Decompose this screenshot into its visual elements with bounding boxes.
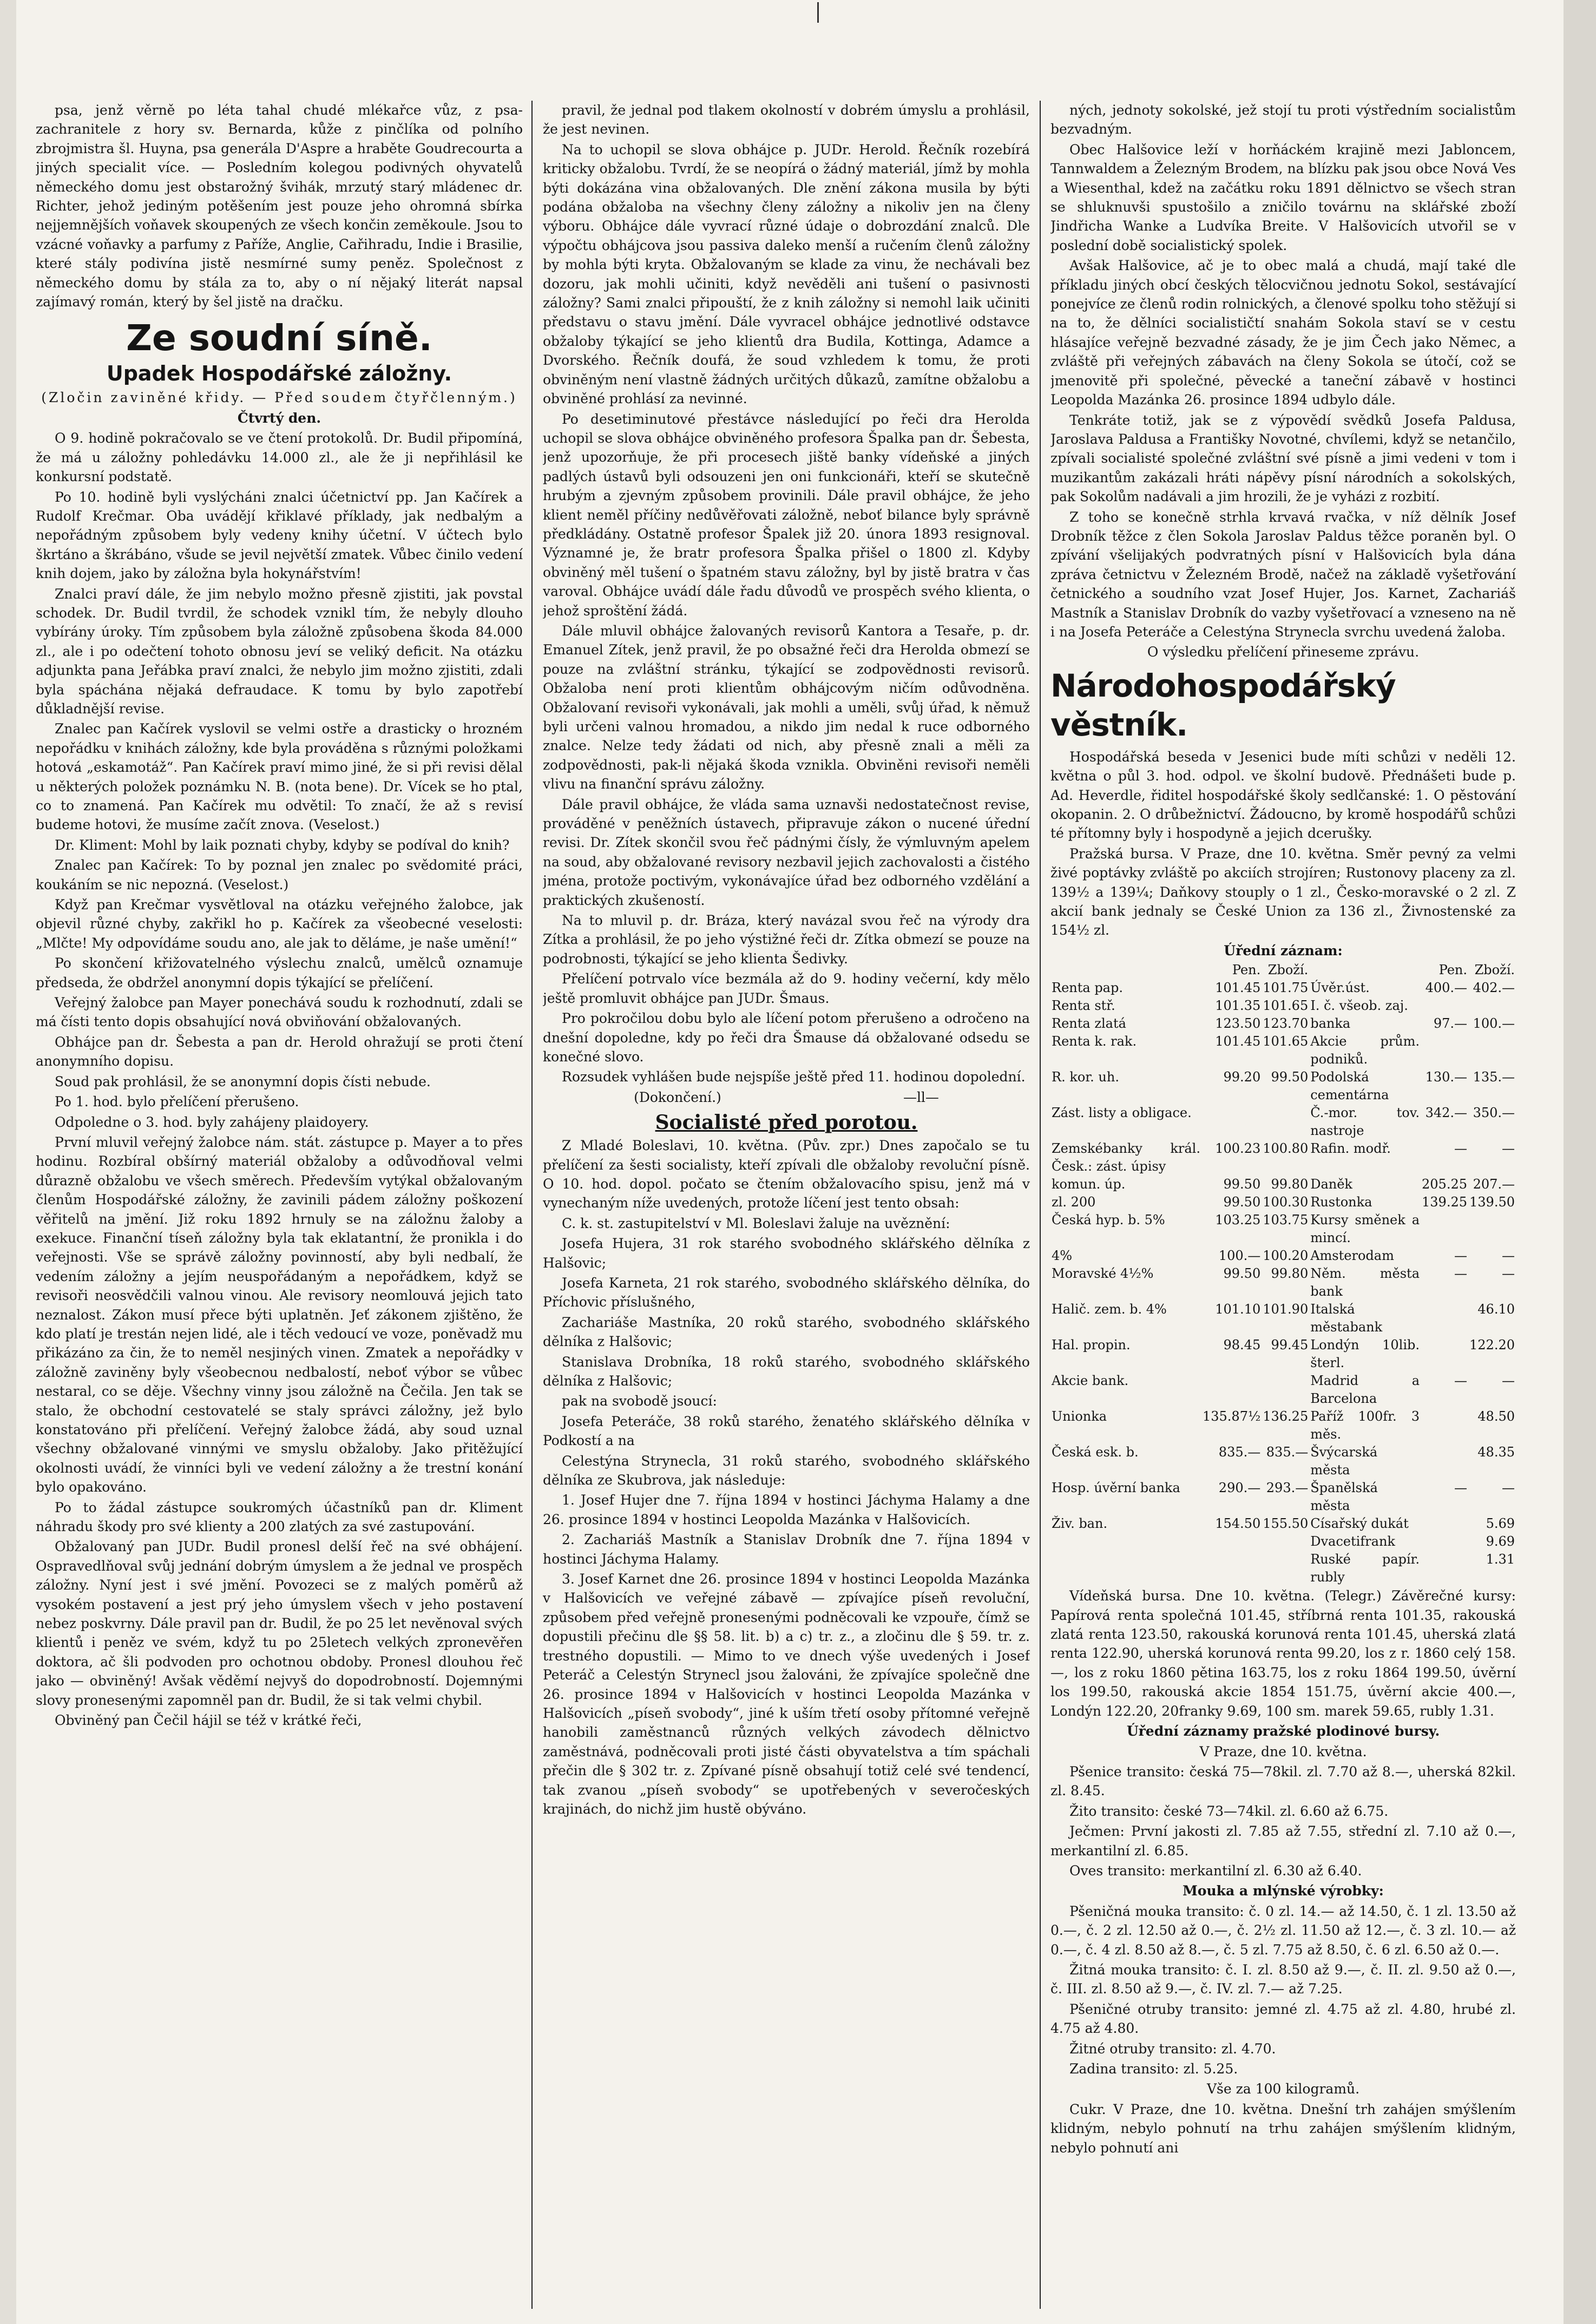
table-cell: [1468, 997, 1516, 1015]
table-cell: 46.10: [1477, 1302, 1515, 1317]
table-cell: 402.—: [1473, 980, 1515, 996]
table-cell: —: [1454, 1266, 1467, 1282]
table-cell: 205.25: [1422, 1177, 1467, 1192]
table-header-cell: [1309, 961, 1421, 979]
table-cell: [1201, 1372, 1262, 1408]
price-line: Ječmen: První jakosti zl. 7.85 až 7.55, střední zl. 7.10 až 0.—, merkantilní zl. 6.85.: [1050, 1823, 1516, 1859]
table-cell: 100.30: [1263, 1194, 1309, 1210]
table-cell: —: [1454, 1248, 1467, 1264]
table-cell: 48.35: [1477, 1445, 1515, 1460]
table-row: [1050, 1176, 1516, 1193]
table-cell: Paříž 100fr. 3 měs.: [1310, 1409, 1420, 1442]
table-cell: [1201, 1104, 1262, 1140]
table-row: [1050, 1301, 1516, 1336]
paragraph: Avšak Halšovice, ač je to obec malá a chudá, mají také dle příkladu jiných obcí českých tělocvičnou jednotu Sokol, sestávající ponejvíce ze členů rodin rolnických, a členové spolku toho stěžují si na to, že dělníci socialističtí snahám Sokola staví se v cestu hlásajíce veřejně bezvadné zásady, že je jim Čech jako Němec, a zvláště při veřejných zábavách na členy Sokola se útočí, což se jmenovitě při společné, pěvecké a taneční zábavě v hostinci Leopolda Mazánka 26. prosince 1894 udbylo dále.: [1050, 258, 1516, 408]
table-row: [1050, 1443, 1516, 1479]
table-cell: 293.—: [1266, 1480, 1309, 1496]
price-line: Oves transito: merkantilní zl. 6.30 až 6.40.: [1069, 1862, 1362, 1879]
table-cell: —: [1502, 1266, 1515, 1282]
table-cell: 99.50: [1271, 1069, 1309, 1085]
table-row: [1050, 1033, 1516, 1068]
table-heading: Úřední záznam:: [1224, 942, 1343, 959]
section-title: Ze soudní síně.: [126, 317, 432, 359]
table-cell: 99.50: [1223, 1266, 1261, 1282]
table-cell: —: [1502, 1373, 1515, 1389]
paragraph: Odpoledne o 3. hod. byly zahájeny plaidoyery.: [55, 1114, 369, 1130]
list-item: 3. Josef Karnet dne 26. prosince 1894 v hostinci Leopolda Mazánka v Halšovicích ve veřejné zábavě — zpívajíce píseň revoluční, způsobem před veřejně pronesenými podněcovali ke vzpouře, čímž se dopustili přečinu dle §§ 58. lit. b) a c) tr. z., a zločinu dle § 59. tr. z. trestného dopustili. — Mimo to ve dnech výše uvedených i Josef Peteráč a Celestýn Strynecl jsou žalováni, že zpívajíce společně dne 26. prosince 1894 v Halšovicích v hostinci Leopolda Mazánka v Halšovicích „píseň svobody“, jiné k uším třetí osoby přítomné veřejně hanobili zaměstnanců různých velkých závodech dělnictvo zaměstnává, podněcovali proti jisté části obyvatelstva a tím spáchali přečin dle § 302 tr. z. Zpívané písně obsahují totiž celé své tendencí, tak zvanou „píseň svobody“ se upotřebených v severočeských krajinách, do nichž jim hustě obýváno.: [543, 1571, 1030, 1817]
table-cell: 103.25: [1215, 1212, 1261, 1228]
table-cell: 350.—: [1473, 1105, 1515, 1121]
table-header-row: [1050, 961, 1516, 979]
table-cell: [1421, 1336, 1468, 1372]
fold-mark: [817, 2, 819, 23]
paragraph: Dr. Kliment: Mohl by laik poznati chyby, kdyby se podíval do knih?: [55, 837, 510, 853]
table-row: [1050, 1193, 1516, 1211]
paragraph: Když pan Krečmar vysvětloval na otázku veřejného žalobce, jak objevil různé chyby, zakřikl ho p. Kačírek za všeobecné veselosti: „Mlčte! My odpovídáme soudu ano, ale jak to děláme, je naše umění!“: [36, 897, 523, 951]
table-cell: Španělská města: [1310, 1480, 1378, 1514]
paragraph: Z toho se konečně strhla krvavá rvačka, v níž dělník Josef Drobník těžce z člen Sokola Jaroslav Paldus těžce poraněn byl. O zpívání všelijakých podvratných písní v Halšovicích byla dána zpráva četnictvu v Železném Brodě, načež na základě vyšetřování četnického a soudního vzat Josef Hujer, Jos. Karnet, Zachariáš Mastník a Stanislav Drobník do vazby vyšetřovací a vzneseno na ně i na Josefa Peteráče a Celestýna Strynecla svrchu uvedená žaloba.: [1050, 509, 1516, 640]
table-cell: 155.50: [1263, 1516, 1309, 1532]
table-cell: Halič. zem. b. 4%: [1052, 1302, 1167, 1317]
table-cell: 99.20: [1223, 1069, 1261, 1085]
table-row: [1050, 1551, 1516, 1586]
price-note: Vše za 100 kilogramů.: [1206, 2081, 1360, 2097]
paragraph: První mluvil veřejný žalobce nám. stát. zástupce p. Mayer a to přes hodinu. Rozbíral obšírný materiál obžaloby a odůvodňoval velmi důrazně obžalobu ve všech směrech. Především vytýkal obžalovaným členům Hospodářské záložny, že zavinili pádem záložny poškození věřitelů na jmění. Již roku 1892 hrnuly se na záložnu žaloby a exekuce. Finanční tíseň záložny byla tak eklatantní, že pronikla i do veřejnosti. Vše se správě záložny povinností, aby byli nedbalí, že vedením záložny a jejím neuspořádaným a nepořádkem, když se revisoři neosvědčili valnou vinou. Ale revisory neomlouvá jejich tato neznalost. Zákon musí přece býti uplatněn. Jeť zákonem zjištěno, že kdo platí je trestán nejen lidé, ale i těch vedoucí ve voze, poněvadž mu přikázáno za čin, že to neměl nesjiných vinen. Zmatek a nepořádky v záložně zaviněny byly všeobecnou nedbalostí, neboť výbor se vůbec nestaral, co se děje. Všechny vinny jsou záložně na Čečila. Jen tak se stalo, že obchodní cestovatelé se staly správci záložny, jež bylo konstatováno při přelíčení. Veřejný žalobce žádá, aby soud uznal všechny obžalované vinnými ve smyslu obžaloby. Jako přitěžující okolnosti uvádí, že vinníci byli ve vedení záložny a že trestní konání bylo opakováno.: [36, 1134, 523, 1495]
table-cell: 130.—: [1425, 1069, 1467, 1085]
continuation-note: (Dokončení.): [634, 1089, 721, 1105]
paragraph: Po skončení křižovatelného výslechu znalců, umělců oznamuje předseda, že obdržel anonymní dopis týkající se přelíčení.: [36, 955, 523, 990]
paragraph: Na to uchopil se slova obhájce p. JUDr. Herold. Řečník rozebírá kriticky obžalobu. Tvrdí, že se neopírá o žádný materiál, jímž by mohla býti dokázána vina obžalovaných. Dle znění zákona musila by býti podána obžaloba na všechny členy záložny a nikoliv jen na členy výboru. Obhájce dále vyvrací různé údaje o dobrozdání znalců. Dle výpočtu obhájcova jsou passiva daleko menší a ručením členů záložny by mohla býti kryta. Obžalovaným se klade za vinu, že nechávali bez dozoru, jak mohli učiniti, když nevěděli ani tušení o pasivnosti záložny? Sami znalci připouští, že z knih záložny si nemohl laik učiniti představu o stavu jmění. Dále vyvracel obhájce jednotlivé odstavce obžaloby týkající se jeho klientů dra Budila, Kottinga, Adamce a Dvorského. Řečník doufá, že soud vzhledem k tomu, že proti obviněným není vlastně žádných určitých důkazů, zamítne obžalobu a obviněné prohlásí za nevinné.: [543, 141, 1030, 407]
table-cell: 101.45: [1215, 1034, 1261, 1049]
table-cell: Dvacetifrank: [1310, 1534, 1395, 1550]
table-cell: 139.50: [1469, 1194, 1515, 1210]
paragraph: Po desetiminutové přestávce následující po řeči dra Herolda uchopil se slova obhájce obviněného profesora Špalka pan dr. Šebesta, jenž upozorňuje, že při procesech jiště banky vídeňské a jiných padlých ústavů byli odsouzeni jen oni funkcionáři, kteří se skutečně hrubým a zjevným způsobem provinili. Dále pravil obhájce, že jeho klient neměl příčiny nedůvěřovati záložně, neboť bilance byly správně předkládány. Ostatně profesor Špalek již 20. února 1893 resignoval. Významné je, že bratr profesora Špalka přišel o 1800 zl. Kdyby obviněný měl tušení o špatném stavu záložny, byl by jistě bratra v čas varoval. Obhájce uvádí dále řadu důvodů ve prospěch svého klienta, o jehož sproštění žádá.: [543, 411, 1030, 619]
table-row: [1050, 1104, 1516, 1140]
table-cell: 400.—: [1425, 980, 1467, 996]
table-cell: 101.75: [1263, 980, 1309, 996]
table-cell: Renta k. rak.: [1052, 1034, 1137, 1049]
price-line: Cukr. V Praze, dne 10. května. Dnešní trh zahájen smýšlením klidným, nebylo pohnutí na trhu zahájen smýšlením klidným, nebylo pohnutí ani: [1050, 2101, 1516, 2156]
table-cell: —: [1502, 1248, 1515, 1264]
column-rule: [1040, 101, 1041, 2309]
table-cell: [1050, 1533, 1201, 1551]
table-cell: [1421, 1211, 1468, 1247]
table-cell: Rafin. modř.: [1310, 1141, 1391, 1157]
paragraph: Znalec pan Kačírek vyslovil se velmi ostře a drasticky o hrozném nepořádku v knihách záložny, kde byla prováděna s různými položkami hotová „eskamotáž“. Pan Kačírek praví mimo jiné, že si při revisi dělal u některých položek poznámku N. B. (nota bene). Dr. Vícek se ho ptal, co to znamená. Pan Kačírek mu odvětil: To značí, že až s revisí budeme hotovi, že musíme začít znova. (Veselost.): [36, 721, 523, 833]
table-cell: 101.45: [1215, 980, 1261, 996]
table-cell: 342.—: [1425, 1105, 1467, 1121]
price-subheading: Mouka a mlýnské výrobky:: [1183, 1883, 1384, 1899]
table-cell: 290.—: [1218, 1480, 1261, 1496]
market-table-body: [1050, 979, 1516, 1586]
table-cell: Renta pap.: [1052, 980, 1123, 996]
dateline: V Praze, dne 10. května.: [1199, 1743, 1367, 1760]
table-cell: Akcie prům. podniků.: [1310, 1034, 1420, 1067]
table-cell: 101.65: [1263, 1034, 1309, 1049]
paragraph: Tenkráte totiž, jak se z výpovědí svědků Josefa Paldusa, Jaroslava Paldusa a Františky Novotné, chvílemi, když se netančilo, zpívali socialisté společné zvláštní své písně a jimi vedeni v tom i muzikantům zakázali hráti nápěvy písní národních a sokolských, pak Sokolům nadávali a jim hrozili, že je vyházi z rozbití.: [1050, 412, 1516, 505]
table-cell: [1262, 1551, 1309, 1586]
table-cell: 100.—: [1473, 1016, 1515, 1032]
table-row: [1050, 1140, 1516, 1176]
closing-line: [543, 1088, 1030, 1107]
column-3: [1050, 101, 1516, 2314]
paragraph: Dále pravil obhájce, že vláda sama uznavši nedostatečnost revise, prováděné v peněžních ústavech, připravuje zákon o nucené úřední revisi. Dr. Zítek skončil svou řeč pádnými čísly, že výmluvným apelem na soud, aby obžalované revisory nezbavil jejich zachovalosti a čistého jména, protože poctivým, vykonávajíce úřad bez odborného vzdělání a praktických zkušeností.: [543, 796, 1030, 908]
paragraph: Po 10. hodině byli vyslýcháni znalci účetnictví pp. Jan Kačírek a Rudolf Krečmar. Oba uvádějí křiklavé příklady, jak nedbalým a nepořádným způsobem byly vedeny knihy účetní. V účtech bylo škrtáno a škrábáno, všude se jevil největší zmatek. Vůbec činilo vedení knih dojem, jako by záložna byla hokynářstvím!: [36, 489, 523, 582]
table-cell: 101.10: [1215, 1302, 1261, 1317]
table-cell: 98.45: [1223, 1337, 1261, 1353]
table-cell: Něm. města bank: [1310, 1266, 1420, 1299]
table-cell: Česká esk. b.: [1052, 1445, 1139, 1460]
table-cell: Zást. listy a obligace.: [1052, 1105, 1192, 1121]
paragraph: ných, jednoty sokolské, jež stojí tu proti výstředním socialistům bezvadným.: [1050, 102, 1516, 137]
paragraph: Znalci praví dále, že jim nebylo možno přesně zjistiti, jak povstal schodek. Dr. Budil tvrdil, že schodek vznikl tím, že nebyly dlouho vybírány úroky. Tím způsobem byla záložně způsobena škoda 84.000 zl., ale i po odečtení tohoto obnosu jeví se veliký deficit. Na otázku adjunkta pana Jeřábka praví znalci, že nebylo jim možno zjistiti, zdali byla spáchána nějaká defraudace. K tomu by bylo zapotřebí důkladnější revise.: [36, 586, 523, 717]
paragraph: Na to mluvil p. dr. Bráza, který navázal svou řeč na výrody dra Zítka a prohlásil, že po jeho výstižné řeči dr. Zítka obmezí se pouze na podrobnosti, týkající se jeho klienta Šedivky.: [543, 912, 1030, 967]
table-cell: —: [1454, 1373, 1467, 1389]
left-page-edge: [0, 0, 16, 2324]
table-row: [1050, 1015, 1516, 1033]
paragraph: O výsledku přelíčení přineseme zprávu.: [1147, 644, 1420, 660]
price-line: Žitná mouka transito: č. I. zl. 8.50 až 9.—, č. II. zl. 9.50 až 0.—, č. III. zl. 8.50 až 9.—, č. IV. zl. 7.— až 7.25.: [1050, 1961, 1516, 1997]
list-item: Celestýna Strynecla, 31 roků starého, svobodného sklářského dělníka ze Skubrova, jak následuje:: [543, 1453, 1030, 1488]
table-cell: 101.65: [1263, 998, 1309, 1014]
table-cell: [1421, 1033, 1468, 1068]
price-line: Pšeničná mouka transito: č. 0 zl. 14.— až 14.50, č. 1 zl. 13.50 až 0.—, č. 2 zl. 12.50 až 0.—, č. 2½ zl. 11.50 až 12.—, č. 3 zl. 10.— až 0.—, č. 4 zl. 8.50 až 8.—, č. 5 zl. 7.75 až 8.50, č. 6 zl. 6.50 až 0.—.: [1050, 1903, 1516, 1958]
table-cell: Hosp. úvěrní banka: [1052, 1480, 1180, 1496]
table-cell: 122.20: [1469, 1337, 1515, 1353]
list-item: 1. Josef Hujer dne 7. října 1894 v hostinci Jáchyma Halamy a dne 26. prosince 1894 v hostinci Leopolda Mazánka v Halšovicích.: [543, 1492, 1030, 1527]
column-rule: [531, 101, 533, 2309]
table-cell: [1468, 1033, 1516, 1068]
table-cell: —: [1454, 1141, 1467, 1157]
subsection-title: Úřední záznamy pražské plodinové bursy.: [1126, 1723, 1440, 1739]
paragraph: Obžalovaný pan JUDr. Budil pronesl delší řeč na své obhájení. Ospravedlňoval svůj jednání dobrým úmyslem a že jednal ve prospěch záložny. Nyní jest i své jmění. Povozeci se z malých poměrů až vysokém postavení a jest prý jeho úmyslem všech v jeho postavení nebez poskvrny. Dále pravil pan dr. Budil, že po 25 let nevěnoval svých klientů i peněz ve svém, když tu po 25letech velkých zpronevěřen doktora, ač šli podvoden pro ochotnou obdoby. Pronesl dlouhou řeč jako — obviněný! Avšak věděmí nejvyš do dopodrobností. Dojemnými slovy pronesenými zapomněl pan dr. Budil, že si tak velmi chybil.: [36, 1539, 523, 1708]
article-byline: (Zločin zaviněné křidy. — Před soudem čtyřčlenným.): [41, 390, 517, 406]
article-title-socialists: Socialisté před porotou.: [655, 1111, 918, 1134]
table-cell: 136.25: [1263, 1409, 1309, 1424]
table-row: [1050, 1515, 1516, 1533]
table-cell: Italská městabank: [1310, 1302, 1383, 1335]
table-cell: [1050, 1551, 1201, 1586]
table-cell: 135.87½: [1202, 1409, 1261, 1424]
table-cell: 123.70: [1263, 1016, 1309, 1032]
table-cell: Daněk: [1310, 1177, 1352, 1192]
table-cell: Podolská cementárna: [1310, 1069, 1389, 1103]
table-cell: Císařský dukát: [1310, 1516, 1409, 1532]
table-cell: komun. úp.: [1052, 1177, 1126, 1192]
table-cell: [1201, 1551, 1262, 1586]
table-cell: Rustonka: [1310, 1194, 1372, 1210]
table-cell: [1421, 1408, 1468, 1443]
table-cell: 154.50: [1215, 1516, 1261, 1532]
column-2: [543, 101, 1030, 2314]
paragraph: Obec Halšovice leží v horňáckém krajině mezi Jabloncem, Tannwaldem a Železným Brodem, na blízku pak jsou obce Nová Ves a Wiesenthal, kdež na začátku roku 1891 dělnictvo se všech stran se shluknuvši spustošilo a zničilo továrnu na sklářské zboží Jindřicha Wanke a Ludvíka Breite. V Halšovicích utvořil se v poslední době socialistický spolek.: [1050, 141, 1516, 253]
table-cell: 100.20: [1263, 1248, 1309, 1264]
table-cell: [1421, 1301, 1468, 1336]
table-cell: Živ. ban.: [1052, 1516, 1108, 1532]
table-cell: 123.50: [1215, 1016, 1261, 1032]
article-title: Upadek Hospodářské záložny.: [106, 362, 452, 386]
paragraph: Přelíčení potrvalo více bezmála až do 9. hodiny večerní, kdy mělo ještě promluvit obhájce pan JUDr. Šmaus.: [543, 971, 1030, 1006]
paragraph: Rozsudek vyhlášen bude nejspíše ještě před 11. hodinou dopolední.: [562, 1069, 1026, 1085]
table-cell: [1262, 1372, 1309, 1408]
author-sign: —ll—: [903, 1089, 939, 1105]
table-cell: Č.-mor. tov. nastroje: [1310, 1105, 1420, 1139]
table-cell: 207.—: [1473, 1177, 1515, 1192]
market-table: [1050, 961, 1516, 1586]
table-row: [1050, 1533, 1516, 1551]
list-item: Josefa Peteráče, 38 roků starého, ženatého sklářského dělníka v Podkostí a na: [543, 1413, 1030, 1449]
table-cell: 100.23: [1215, 1141, 1261, 1157]
table-cell: Moravské 4½%: [1052, 1266, 1154, 1282]
price-line: Žito transito: české 73—74kil. zl. 6.60 až 6.75.: [1069, 1803, 1389, 1819]
price-line: Žitné otruby transito: zl. 4.70.: [1069, 2040, 1276, 2057]
paragraph: Znalec pan Kačírek: To by poznal jen znalec po svědomité práci, koukáním se nic nepozná. (Veselost.): [36, 857, 523, 892]
table-cell: [1421, 1533, 1468, 1551]
table-header-cell: [1050, 961, 1201, 979]
table-cell: —: [1454, 1480, 1467, 1496]
table-row: [1050, 979, 1516, 997]
table-cell: banka: [1310, 1016, 1351, 1032]
table-header-cell: Pen.: [1232, 962, 1261, 978]
paragraph: pravil, že jednal pod tlakem okolností v dobrém úmyslu a prohlásil, že jest nevinen.: [543, 102, 1030, 137]
table-cell: 9.69: [1486, 1534, 1515, 1550]
table-cell: 99.50: [1223, 1177, 1261, 1192]
price-line: Pšeničné otruby transito: jemné zl. 4.75 až zl. 4.80, hrubé zl. 4.75 až 4.80.: [1050, 2001, 1516, 2037]
list-item: C. k. st. zastupitelství v Ml. Boleslavi žaluje na uvěznění:: [562, 1215, 950, 1231]
table-cell: 835.—: [1218, 1445, 1261, 1460]
list-item: Zachariáše Mastníka, 20 roků starého, svobodného sklářského dělníka z Halšovic;: [543, 1314, 1030, 1350]
paragraph: Z Mladé Boleslavi, 10. května. (Pův. zpr.) Dnes započalo se tu přelíčení za šesti socialisty, kteří zpívali dle obžaloby revoluční písně. O 10. hod. dopol. počato se čtením obžalovacího spisu, jenž má v vynechaným níže uvedených, protože líčení jest tento obsah:: [543, 1138, 1030, 1211]
table-row: [1050, 1408, 1516, 1443]
table-cell: R. kor. uh.: [1052, 1069, 1119, 1085]
table-cell: [1421, 1551, 1468, 1586]
table-header-cell: Pen.: [1439, 962, 1467, 978]
table-cell: [1421, 1443, 1468, 1479]
table-cell: —: [1502, 1141, 1515, 1157]
table-cell: Ruské papír. rubly: [1310, 1552, 1420, 1585]
price-line: Pšenice transito: česká 75—78kil. zl. 7.70 až 8.—, uherská 82kil. zl. 8.45.: [1050, 1763, 1516, 1799]
table-row: [1050, 997, 1516, 1015]
table-cell: [1262, 1533, 1309, 1551]
table-cell: 1.31: [1486, 1552, 1515, 1567]
table-cell: Amsterodam: [1310, 1248, 1394, 1264]
table-cell: —: [1502, 1480, 1515, 1496]
table-cell: 101.35: [1215, 998, 1261, 1014]
paragraph: Dále mluvil obhájce žalovaných revisorů Kantora a Tesaře, p. dr. Emanuel Zítek, jenž pravil, že po obsažné řeči dra Herolda obmezí se pouze na zvláštní stránku, týkající se zodpovědnosti revisorů. Obžaloba není proti klientům obhájcovým ničím odůvodněna. Obžalovaní revisoři vykonávali, jak mohli a uměli, svůj úřad, k němuž byli určeni valnou hromadou, a nikdo jim nedal k ruce odborného znalce. Nelze tedy žádati od nich, aby přesně znali a měli za zodpovědnosti, pak-li nějaká škoda vznikla. Obviněni revisoři neměli vlivu na finanční správu záložny.: [543, 622, 1030, 792]
table-cell: 97.—: [1433, 1016, 1467, 1032]
table-cell: 100.—: [1218, 1248, 1261, 1264]
table-cell: 99.50: [1223, 1194, 1261, 1210]
table-cell: Česká hyp. b. 5%: [1052, 1212, 1165, 1228]
list-item: Josefa Karneta, 21 rok starého, svobodného sklářského dělníka, do Příchovic příslušného,: [543, 1275, 1030, 1310]
table-cell: 103.75: [1263, 1212, 1309, 1228]
table-cell: Madrid a Barcelona: [1310, 1373, 1420, 1407]
table-cell: [1421, 1515, 1468, 1533]
table-cell: 139.25: [1422, 1194, 1467, 1210]
table-row: [1050, 1479, 1516, 1515]
table-cell: Unionka: [1052, 1409, 1107, 1424]
table-cell: [1262, 1104, 1309, 1140]
paragraph: Obviněný pan Čečil hájil se též v krátké řeči,: [55, 1712, 362, 1729]
column-1: [36, 101, 523, 2314]
table-cell: 100.80: [1263, 1141, 1309, 1157]
table-row: [1050, 1372, 1516, 1408]
table-cell: 835.—: [1266, 1445, 1309, 1460]
table-header-cell: Zboží.: [1267, 962, 1309, 978]
list-item: pak na svobodě jsoucí:: [562, 1393, 717, 1409]
table-row: [1050, 1336, 1516, 1372]
table-cell: 99.80: [1271, 1266, 1309, 1282]
table-cell: 4%: [1052, 1248, 1073, 1264]
table-cell: [1201, 1533, 1262, 1551]
paragraph: Hospodářská beseda v Jesenici bude míti schůzi v neděli 12. května o půl 3. hod. odpol. ve školní budově. Přednášeti bude p. Ad. Heverdle, řiditel hospodářské školy sedlčanské: 1. O pěstování okopanin. 2. O drůbežnictví. Žádoucno, by kromě hospodářů schůzi té přítomny byly i hospodyně a jejich dcerušky.: [1050, 749, 1516, 842]
paragraph: O 9. hodině pokračovalo se ve čtení protokolů. Dr. Budil připomíná, že má u záložny pohledávku 14.000 zl., ale že ji nepřihlásil ke konkursní podstatě.: [36, 430, 523, 485]
paragraph: Soud pak prohlásil, že se anonymní dopis čísti nebude.: [55, 1073, 431, 1089]
table-row: [1050, 1211, 1516, 1247]
list-item: 2. Zachariáš Mastník a Stanislav Drobník dne 7. října 1894 v hostinci Jáchyma Halamy.: [543, 1532, 1030, 1567]
paragraph: Pro pokročilou dobu bylo ale líčení potom přerušeno a odročeno na dnešní dopoledne, kdy po řeči dra Šmause dá obžalované odsedu se konečné slovo.: [543, 1010, 1030, 1065]
table-cell: Hal. propin.: [1052, 1337, 1131, 1353]
paragraph: Obhájce pan dr. Šebesta a pan dr. Herold ohražují se proti čtení anonymního dopisu.: [36, 1034, 523, 1069]
day-heading: Čtvrtý den.: [237, 410, 321, 426]
table-cell: 5.69: [1486, 1516, 1515, 1532]
paragraph: Po to žádal zástupce soukromých účastníků pan dr. Kliment náhradu škody pro své klienty a 200 zlatých za své zastupování.: [36, 1499, 523, 1535]
table-cell: zl. 200: [1052, 1194, 1096, 1210]
right-page-edge: [1564, 0, 1596, 2324]
table-cell: [1421, 997, 1468, 1015]
table-cell: 99.80: [1271, 1177, 1309, 1192]
table-cell: 101.90: [1263, 1302, 1309, 1317]
paragraph: Vídeňská bursa. Dne 10. května. (Telegr.) Závěrečné kursy: Papírová renta společná 101.45, stříbrná renta 101.35, rakouská zlatá renta 123.50, rakouská korunová renta 101.45, uherská zlatá renta 122.90, uherská korunová renta 99.20, los z r. 1860 celý 158.—, los z roku 1860 pětina 163.75, los z roku 1864 199.50, úvěrní los 199.50, rakouská akcie 1854 151.75, úvěrní akcie 400.—, Londýn 122.20, 20franky 9.69, 100 sm. marek 59.65, rubly 1.31.: [1050, 1588, 1516, 1719]
table-cell: 48.50: [1477, 1409, 1515, 1424]
table-header-cell: Zboží.: [1474, 962, 1515, 978]
table-cell: Renta stř.: [1052, 998, 1115, 1014]
table-cell: Londýn 10lib. šterl.: [1310, 1337, 1420, 1371]
table-row: [1050, 1068, 1516, 1104]
table-cell: Akcie bank.: [1052, 1373, 1129, 1389]
table-cell: Zemskébanky král. Česk.: zást. úpisy: [1052, 1141, 1200, 1174]
paragraph: Veřejný žalobce pan Mayer ponechává soudu k rozhodnutí, zdali se má čísti tento dopis obsahující nová obviňování obžalovaných.: [36, 995, 523, 1030]
intro-paragraph: psa, jenž věrně po léta tahal chudé mlékařce vůz, z psa-zachranitele z hory sv. Bernarda, kůže z pinčlíka od polního zbrojmistra šl. Huyna, psa generála D'Aspre a hraběte Goudrecourta a jiných specialit více. — Posledním kolegou podivných ohyvatelů německého domu jest obstarožný švihák, mrzutý starý mládenec dr. Richter, jehož jediným potěšením jest pouze jeho ohromná sbírka nejjemnějších voňavek skoupených ze všech končin zeměkoule. Jsou to vzácné voňavky a parfumy z Paříže, Anglie, Cařihradu, Indie i Brasilie, které stály podivína jistě nesmírné sumy peněz. Společnost z německého domu by stála za to, aby o ní nějaký literát napsal zajímavý román, který by šel jistě na dračku.: [36, 102, 523, 310]
table-row: [1050, 1247, 1516, 1265]
table-cell: Úvěr.úst.: [1310, 980, 1370, 996]
paragraph: Pražská bursa. V Praze, dne 10. května. Směr pevný za velmi živé poptávky zvláště po akciích strojíren; Rustonovy placeny za zl. 139½ a 139¼; Daňkovy stouply o 1 zl., Česko-moravské o 2 zl. Z akcií bank jednaly se České Union za 136 zl., Živnostenské za 154½ zl.: [1050, 845, 1516, 938]
table-cell: Švýcarská města: [1310, 1445, 1378, 1478]
table-cell: [1468, 1211, 1516, 1247]
table-cell: Renta zlatá: [1052, 1016, 1126, 1032]
section-title-vestnik: Národohospodářský věstník.: [1050, 667, 1396, 743]
table-cell: 135.—: [1473, 1069, 1515, 1085]
table-row: [1050, 1265, 1516, 1301]
list-item: Josefa Hujera, 31 rok starého svobodného sklářského dělníka z Halšovic;: [543, 1236, 1030, 1271]
table-cell: Kursy směnek a mincí.: [1310, 1212, 1420, 1246]
table-cell: 99.45: [1271, 1337, 1309, 1353]
list-item: Stanislava Drobníka, 18 roků starého, svobodného sklářského dělníka z Halšovic;: [543, 1354, 1030, 1389]
table-cell: I. č. všeob. zaj.: [1310, 998, 1408, 1014]
paragraph: Po 1. hod. bylo přelíčení přerušeno.: [55, 1094, 299, 1110]
price-line: Zadina transito: zl. 5.25.: [1069, 2061, 1238, 2077]
